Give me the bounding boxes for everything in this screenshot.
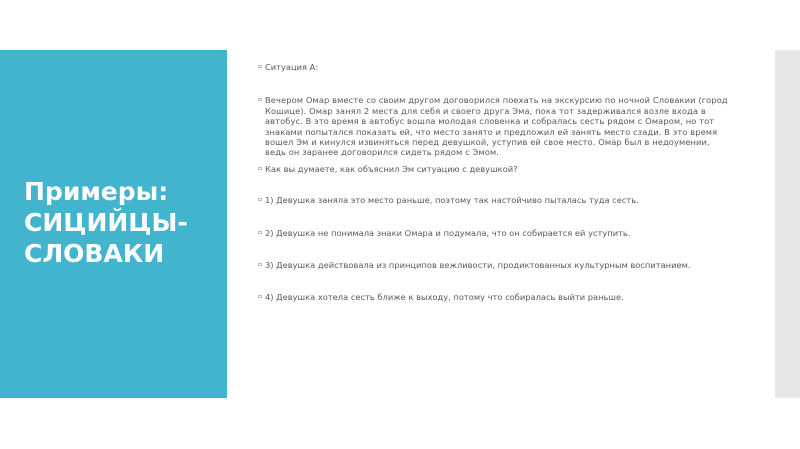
bullet-icon: ▫	[258, 96, 263, 104]
question-text: Как вы думаете, как объяснил Эм ситуацию с девушкой?	[265, 163, 518, 174]
bullet-icon: ▫	[258, 228, 263, 236]
paragraph-option-3	[258, 260, 728, 270]
option-2-text: 2) Девушка не понимала знаки Омара и подумала, что он собирается ей уступить.	[265, 227, 631, 238]
bullet-icon: ▫	[258, 261, 263, 269]
paragraph-option-2	[258, 228, 728, 238]
side-strip	[775, 50, 800, 398]
paragraph-option-1	[258, 195, 728, 205]
bullet-icon: ▫	[258, 293, 263, 301]
slide-title: Примеры: СИЦИЙЦЫ- СЛОВАКИ	[24, 177, 188, 268]
bullet-icon: ▫	[258, 196, 263, 204]
paragraph-story	[258, 95, 728, 157]
option-1-text: 1) Девушка заняла это место раньше, поэтому так настойчиво пыталась туда сесть.	[265, 195, 639, 206]
option-3-text: 3) Девушка действовала из принципов вежливости, продиктованных культурным воспитанием.	[265, 260, 691, 271]
paragraph-question	[258, 164, 728, 174]
bullet-icon: ▫	[258, 164, 263, 172]
bullet-icon: ▫	[258, 63, 263, 70]
option-4-text: 4) Девушка хотела сесть ближе к выходу, потому что собиралась выйти раньше.	[265, 292, 624, 303]
content-body	[258, 62, 728, 303]
paragraph-option-4	[258, 292, 728, 302]
situation-text: Ситуация А:	[265, 62, 319, 72]
paragraph-situation	[258, 62, 728, 72]
story-text: Вечером Омар вместе со своим другом договорился поехать на экскурсию по ночной Словакии (город Кошице). Омар занял 2 места для себя и своего друга Эма, пока тот задерживался возле входа в автобус. В это время в автобус вошла молодая словенка и собралась сесть рядом с Омаром, но тот знаками попытался показать ей, что место занято и предложил ей занять место сзади. В это время вошел Эм и кинулся извиняться перед девушкой, уступив ей свое место. Омар был в недоумении, ведь он заранее договорился сидеть рядом с Эмом.	[265, 95, 728, 158]
